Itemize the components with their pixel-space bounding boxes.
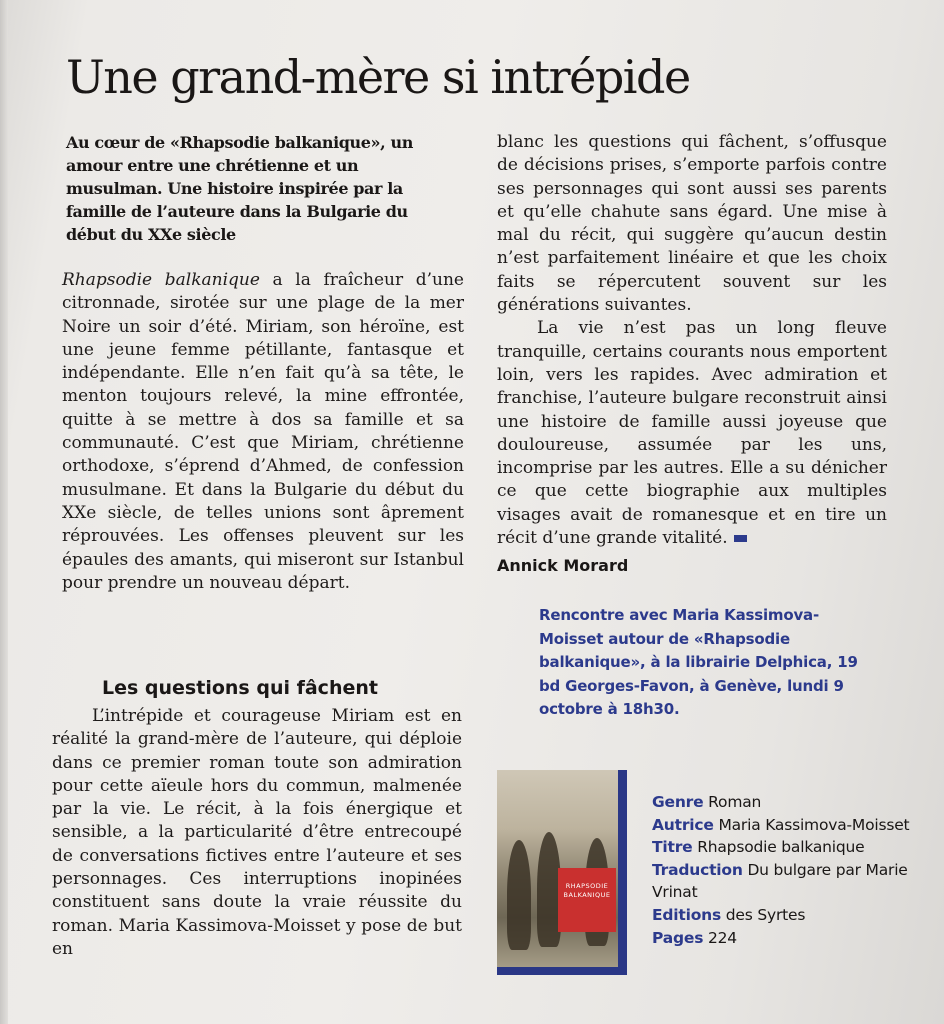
fact-editions: [652, 904, 912, 927]
paragraph-1-text: a la fraîcheur d’une citronnade, sirotée sur une plage de la mer Noire un soir d’été. Miriam, son héroïne, est une jeune femme pétillante, fantasque et indépendante. Elle n’en fait qu’à sa tête, le menton toujours relevé, la mine effrontée, quitte à se mettre à dos sa famille et sa communauté. C’est que Miriam, chrétienne orthodoxe, s’éprend d’Ahmed, de confession musulmane. Et dans la Bulgarie du début du XXe siècle, de telles unions sont âprement réprouvées. Les offenses pleuvent sur les épaules des amants, qui miseront sur Istanbul pour prendre un nouveau départ.: [62, 270, 464, 593]
book-title-italic: Rhapsodie balkanique: [62, 270, 260, 290]
cover-figure-1: [507, 840, 531, 950]
cover-photo: [497, 770, 618, 967]
event-announcement: Rencontre avec Maria Kassimova-Moisset autour de «Rhapsodie balkanique», à la librairie Delphica, 19 bd Georges-Favon, à Genève, lundi 9 octobre à 18h30.: [539, 606, 858, 718]
fact-pages-label: Pages: [652, 928, 704, 947]
article-author: Annick Morard: [497, 556, 629, 575]
book-cover: [497, 770, 627, 975]
fact-genre-value: Roman: [708, 793, 762, 811]
fact-pages: [652, 927, 912, 950]
fact-pages-value: 224: [707, 928, 737, 947]
fact-traduction: [652, 859, 912, 904]
fact-titre-label: Titre: [652, 838, 693, 857]
fact-autrice-label: Autrice: [652, 815, 714, 834]
article-lead: Au cœur de «Rhapsodie balkanique», un amour entre une chrétienne et un musulman. Une histoire inspirée par la famille de l’auteure dans la Bulgarie du début du XXe siècle: [66, 133, 413, 244]
paragraph-2: L’intrépide et courageuse Miriam est en réalité la grand-mère de l’auteure, qui déploie dans ce premier roman toute son admiration pour cette aïeule hors du commun, malmenée par la vie. Le récit, à la fois énergique et sensible, a la particularité d’être entrecoupé de conversations fictives entre l’auteure et ses personnages. Ces interruptions inopinées constituent sans doute la vraie réussite du roman. Maria Kassimova-Moisset y pose de but en: [52, 706, 462, 959]
section-subhead: Les questions qui fâchent: [102, 677, 378, 699]
end-of-article-mark: [734, 535, 747, 542]
book-facts: [652, 791, 912, 949]
cover-title-label: [558, 868, 616, 932]
fact-autrice: [652, 814, 912, 837]
cover-title-line-1: RHAPSODIE: [565, 882, 609, 890]
fact-editions-value: des Syrtes: [725, 905, 806, 924]
fact-titre-value: Rhapsodie balkanique: [697, 838, 865, 857]
cover-title-line-2: BALKANIQUE: [563, 891, 611, 899]
fact-editions-label: Editions: [652, 905, 722, 924]
fact-autrice-value: Maria Kassimova-Moisset: [718, 815, 910, 834]
paragraph-4: [497, 317, 887, 550]
fact-genre-label: Genre: [652, 793, 704, 811]
article-column-3: [497, 131, 887, 550]
paragraph-4-text: La vie n’est pas un long fleuve tranquille, certains courants nous emportent loin, vers les rapides. Avec admiration et franchise, l’auteure bulgare reconstruit ainsi une histoire de famille aussi joyeuse que douloureuse, assumée par les uns, incomprise par les autres. Elle a su dénicher ce que cette biographie aux multiples visages avait de romanesque et en tire un récit d’une grande vitalité.: [497, 318, 887, 549]
paragraph-3: blanc les questions qui fâchent, s’offusque de décisions prises, s’emporte parfois contre ses personnages qui sont aussi ses parents et qu’elle chahute sans égard. Une mise à mal du récit, qui suggère qu’aucun destin n’est parfaitement linéaire et que les choix faits se répercutent souvent sur les générations suivantes.: [497, 132, 887, 316]
fact-genre: [652, 791, 912, 814]
fact-traduction-value: Du bulgare par Marie Vrinat: [652, 860, 908, 902]
paragraph-1: [62, 269, 464, 595]
page-edge: [0, 0, 8, 1024]
headline: Une grand-mère si intrépide: [66, 50, 690, 104]
article-column-1: [62, 269, 464, 595]
article-column-2: [52, 705, 462, 961]
fact-traduction-label: Traduction: [652, 860, 743, 879]
fact-titre: [652, 836, 912, 859]
